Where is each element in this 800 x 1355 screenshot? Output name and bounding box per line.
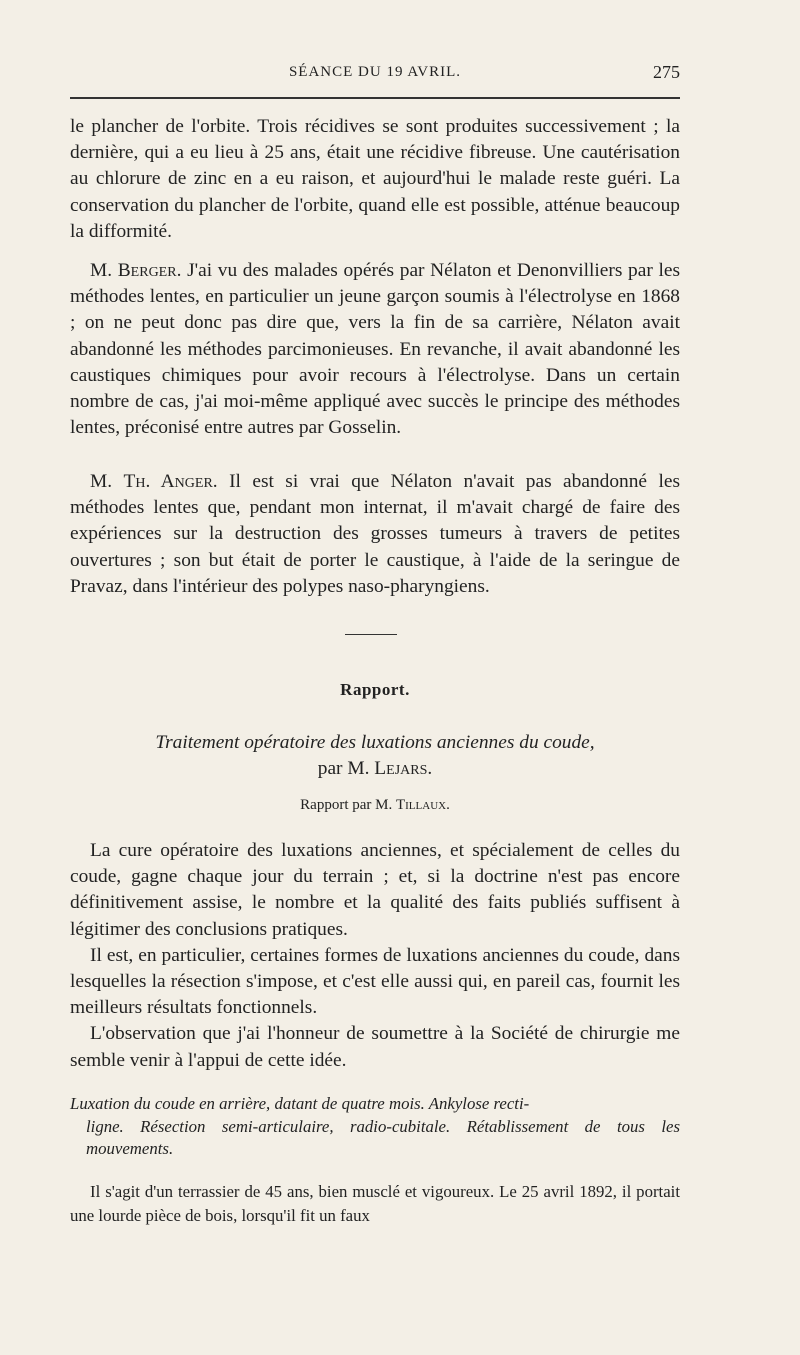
observation-line-1: Luxation du coude en arrière, datant de quatre mois. Ankylose recti- [70, 1094, 530, 1113]
case-paragraph [70, 1180, 680, 1228]
work-title-line-1: Traitement opératoire des luxations anciennes du coude, [155, 732, 595, 753]
page-number: 275 [653, 62, 680, 82]
byline-suffix: . [446, 797, 450, 813]
observation-title [70, 1093, 680, 1161]
paragraph-1 [70, 114, 680, 245]
speaker-prefix: M. [90, 260, 118, 281]
paragraph-text: . J'ai vu des malades opérés par Nélaton et Denonvilliers par les méthodes lentes, en particulier un jeune garçon soumis à l'électrolyse en 1868 ; on ne peut donc pas dire que, vers la fin de sa carrière, Nélaton avait abandonné les méthodes parcimonieuses. En revanche, il avait abandonné les caustiques chimiques pour avoir recours à l'électrolyse. Dans un certain nombre de cas, j'ai moi-même appliqué avec succès le principe des méthodes lentes, préconisé entre autres par Gosselin. [70, 260, 680, 439]
section-divider [345, 634, 397, 635]
author-prefix: par M. [317, 758, 375, 779]
byline-author: Tillaux [395, 797, 447, 813]
work-title-line-2 [70, 756, 680, 782]
speaker-name: Berger [117, 260, 177, 281]
case-text: Il s'agit d'un terrassier de 45 ans, bien musclé et vigoureux. Le 25 avril 1892, il portait une lourde pièce de bois, lorsqu'il fit un faux [70, 1182, 680, 1225]
running-title: SÉANCE DU 19 AVRIL. [288, 64, 462, 80]
body-paragraph-3: L'observation que j'ai l'honneur de soumettre à la Société de chirurgie me semble venir à l'appui de cette idée. [70, 1023, 680, 1071]
running-header [70, 62, 680, 86]
paragraph-text: le plancher de l'orbite. Trois récidives se sont produites successivement ; la dernière, qui a eu lieu à 25 ans, était une récidive fibreuse. Une cautérisation au chlorure de zinc en a eu raison, et aujourd'hui le malade reste guéri. La conservation du plancher de l'orbite, quand elle est possible, atténue beaucoup la difformité. [70, 116, 680, 242]
speaker-name: Th. Anger [123, 471, 213, 492]
speaker-prefix: M. [90, 471, 124, 492]
body-paragraph-1: La cure opératoire des luxations anciennes, et spécialement de celles du coude, gagne chaque jour du terrain ; et, si la doctrine n'est pas encore définitivement assise, le nombre et la qualité des faits publiés suffisent à légitimer des conclusions pratiques. [70, 840, 680, 940]
paragraph-berger [70, 258, 680, 441]
rapport-byline [70, 796, 680, 814]
body-paragraph-2: Il est, en particulier, certaines formes de luxations anciennes du coude, dans lesquelles la résection s'impose, et c'est elle aussi qui, en pareil cas, fournit les meilleurs résultats fonctionnels. [70, 944, 680, 1019]
rapport-title: Rapport. [340, 680, 410, 699]
rapport-heading [70, 680, 680, 700]
author-suffix: . [427, 758, 433, 779]
paragraph-anger [70, 469, 680, 600]
rapport-body [70, 838, 680, 1074]
byline-prefix: Rapport par M. [300, 797, 396, 813]
author-name: Lejars [374, 758, 428, 779]
rapport-work-title [70, 730, 680, 782]
paragraph-text: . Il est si vrai que Nélaton n'avait pas abandonné les méthodes lentes que, pendant mon internat, il m'avait chargé de faire des expériences sur la destruction des grosses tumeurs à travers de petites ouvertures ; son but était de porter le caustique, à l'aide de la seringue de Pravaz, dans l'intérieur des polypes naso-pharyngiens. [70, 471, 680, 597]
observation-rest: ligne. Résection semi-articulaire, radio-cubitale. Rétablissement de tous les mouvements. [86, 1116, 680, 1158]
header-rule [70, 97, 680, 99]
